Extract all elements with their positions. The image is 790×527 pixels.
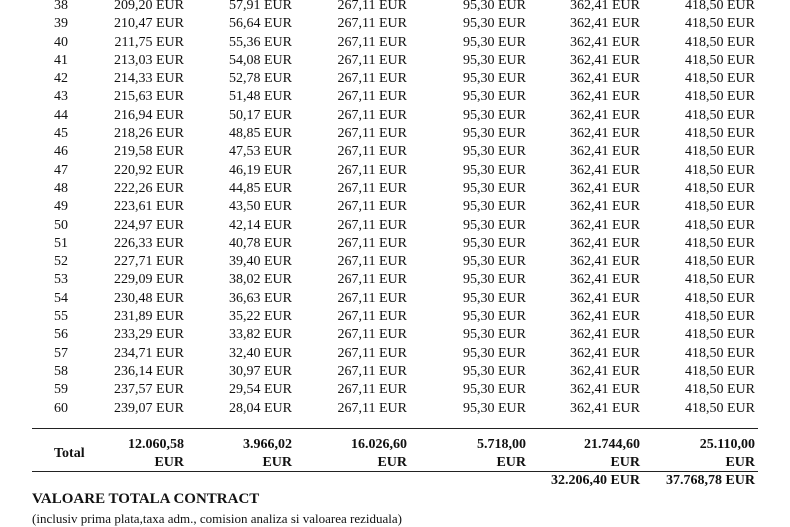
contract-total-title: VALOARE TOTALA CONTRACT — [32, 491, 260, 507]
payment-cell: 418,50 EUR — [685, 52, 755, 68]
rate-with-vat-cell: 362,41 EUR — [570, 144, 640, 160]
total-vat: 5.718,00 EUR — [477, 437, 526, 470]
interest-cell: 35,22 EUR — [229, 309, 292, 325]
rate-cell: 267,11 EUR — [337, 126, 407, 142]
rate-cell: 267,11 EUR — [337, 217, 407, 233]
total-label: Total — [54, 446, 85, 461]
principal-cell: 210,47 EUR — [114, 16, 184, 32]
interest-cell: 33,82 EUR — [229, 327, 292, 343]
vat-cell: 95,30 EUR — [463, 71, 526, 87]
vat-cell: 95,30 EUR — [463, 217, 526, 233]
interest-cell: 32,40 EUR — [229, 345, 292, 361]
table-row — [0, 70, 790, 88]
installment-number: 51 — [54, 235, 68, 251]
rate-cell: 267,11 EUR — [337, 327, 407, 343]
principal-cell: 234,71 EUR — [114, 345, 184, 361]
payment-cell: 418,50 EUR — [685, 34, 755, 50]
table-row — [0, 271, 790, 289]
rate-cell: 267,11 EUR — [337, 290, 407, 306]
installment-number: 41 — [54, 52, 68, 68]
grand-total-with-vat: 37.768,78 EUR — [665, 473, 755, 488]
rate-with-vat-cell: 362,41 EUR — [570, 290, 640, 306]
table-row — [0, 217, 790, 235]
rate-cell: 267,11 EUR — [337, 0, 407, 13]
installment-number: 50 — [54, 217, 68, 233]
rate-cell: 267,11 EUR — [337, 34, 407, 50]
installment-number: 49 — [54, 199, 68, 215]
table-row — [0, 125, 790, 143]
rate-with-vat-cell: 362,41 EUR — [570, 400, 640, 416]
payment-cell: 418,50 EUR — [685, 126, 755, 142]
interest-cell: 28,04 EUR — [229, 400, 292, 416]
interest-cell: 48,85 EUR — [229, 126, 292, 142]
rate-with-vat-cell: 362,41 EUR — [570, 52, 640, 68]
installment-number: 55 — [54, 309, 68, 325]
rate-cell: 267,11 EUR — [337, 89, 407, 105]
installment-number: 53 — [54, 272, 68, 288]
vat-cell: 95,30 EUR — [463, 382, 526, 398]
interest-cell: 30,97 EUR — [229, 363, 292, 379]
vat-cell: 95,30 EUR — [463, 400, 526, 416]
total-rate: 16.026,60 EUR — [351, 437, 407, 470]
principal-cell: 211,75 EUR — [114, 34, 184, 50]
table-row — [0, 400, 790, 418]
rate-with-vat-cell: 362,41 EUR — [570, 180, 640, 196]
table-row — [0, 290, 790, 308]
installment-number: 57 — [54, 345, 68, 361]
vat-cell: 95,30 EUR — [463, 235, 526, 251]
principal-cell: 215,63 EUR — [114, 89, 184, 105]
table-row — [0, 345, 790, 363]
rate-cell: 267,11 EUR — [337, 309, 407, 325]
rate-with-vat-cell: 362,41 EUR — [570, 126, 640, 142]
principal-cell: 218,26 EUR — [114, 126, 184, 142]
rate-with-vat-cell: 362,41 EUR — [570, 272, 640, 288]
total-principal: 12.060,58 EUR — [128, 437, 184, 470]
installment-number: 38 — [54, 0, 68, 13]
table-row — [0, 0, 790, 15]
principal-cell: 223,61 EUR — [114, 199, 184, 215]
installment-number: 52 — [54, 254, 68, 270]
rate-cell: 267,11 EUR — [337, 71, 407, 87]
rate-cell: 267,11 EUR — [337, 52, 407, 68]
principal-cell: 230,48 EUR — [114, 290, 184, 306]
vat-cell: 95,30 EUR — [463, 34, 526, 50]
principal-cell: 219,58 EUR — [114, 144, 184, 160]
total-bottom-divider — [32, 471, 758, 472]
vat-cell: 95,30 EUR — [463, 272, 526, 288]
principal-cell: 214,33 EUR — [114, 71, 184, 87]
interest-cell: 38,02 EUR — [229, 272, 292, 288]
principal-cell: 216,94 EUR — [114, 107, 184, 123]
payment-cell: 418,50 EUR — [685, 400, 755, 416]
rate-with-vat-cell: 362,41 EUR — [570, 107, 640, 123]
rate-with-vat-cell: 362,41 EUR — [570, 16, 640, 32]
vat-cell: 95,30 EUR — [463, 345, 526, 361]
rate-cell: 267,11 EUR — [337, 235, 407, 251]
table-row — [0, 52, 790, 70]
principal-cell: 222,26 EUR — [114, 180, 184, 196]
payment-cell: 418,50 EUR — [685, 162, 755, 178]
interest-cell: 46,19 EUR — [229, 162, 292, 178]
table-row — [0, 235, 790, 253]
vat-cell: 95,30 EUR — [463, 126, 526, 142]
payment-cell: 418,50 EUR — [685, 0, 755, 13]
vat-cell: 95,30 EUR — [463, 0, 526, 13]
installment-number: 47 — [54, 162, 68, 178]
table-row — [0, 253, 790, 271]
rate-cell: 267,11 EUR — [337, 363, 407, 379]
principal-cell: 226,33 EUR — [114, 235, 184, 251]
rate-with-vat-cell: 362,41 EUR — [570, 309, 640, 325]
table-row — [0, 308, 790, 326]
payment-cell: 418,50 EUR — [685, 290, 755, 306]
principal-cell: 233,29 EUR — [114, 327, 184, 343]
vat-cell: 95,30 EUR — [463, 254, 526, 270]
rate-cell: 267,11 EUR — [337, 180, 407, 196]
vat-cell: 95,30 EUR — [463, 309, 526, 325]
table-row — [0, 162, 790, 180]
installment-number: 46 — [54, 144, 68, 160]
payment-cell: 418,50 EUR — [685, 254, 755, 270]
installment-number: 48 — [54, 180, 68, 196]
vat-cell: 95,30 EUR — [463, 180, 526, 196]
table-row — [0, 143, 790, 161]
installment-number: 43 — [54, 89, 68, 105]
vat-cell: 95,30 EUR — [463, 363, 526, 379]
vat-cell: 95,30 EUR — [463, 199, 526, 215]
rate-cell: 267,11 EUR — [337, 272, 407, 288]
payment-cell: 418,50 EUR — [685, 235, 755, 251]
rate-with-vat-cell: 362,41 EUR — [570, 382, 640, 398]
payment-cell: 418,50 EUR — [685, 144, 755, 160]
rate-with-vat-cell: 362,41 EUR — [570, 0, 640, 13]
payment-cell: 418,50 EUR — [685, 363, 755, 379]
interest-cell: 52,78 EUR — [229, 71, 292, 87]
payment-cell: 418,50 EUR — [685, 16, 755, 32]
payment-cell: 418,50 EUR — [685, 272, 755, 288]
principal-cell: 209,20 EUR — [114, 0, 184, 13]
table-row — [0, 198, 790, 216]
installment-number: 59 — [54, 382, 68, 398]
rate-with-vat-cell: 362,41 EUR — [570, 235, 640, 251]
total-interest: 3.966,02 EUR — [243, 437, 292, 470]
vat-cell: 95,30 EUR — [463, 16, 526, 32]
payment-cell: 418,50 EUR — [685, 309, 755, 325]
payment-cell: 418,50 EUR — [685, 89, 755, 105]
rate-with-vat-cell: 362,41 EUR — [570, 89, 640, 105]
total-top-divider — [32, 428, 758, 429]
payment-cell: 418,50 EUR — [685, 382, 755, 398]
installment-number: 60 — [54, 400, 68, 416]
interest-cell: 42,14 EUR — [229, 217, 292, 233]
vat-cell: 95,30 EUR — [463, 144, 526, 160]
rate-cell: 267,11 EUR — [337, 382, 407, 398]
grand-total-without-vat: 32.206,40 EUR — [550, 473, 640, 488]
table-row — [0, 363, 790, 381]
interest-cell: 54,08 EUR — [229, 52, 292, 68]
rate-with-vat-cell: 362,41 EUR — [570, 254, 640, 270]
installment-number: 56 — [54, 327, 68, 343]
payment-cell: 418,50 EUR — [685, 327, 755, 343]
installment-number: 54 — [54, 290, 68, 306]
rate-with-vat-cell: 362,41 EUR — [570, 162, 640, 178]
payment-cell: 418,50 EUR — [685, 199, 755, 215]
principal-cell: 231,89 EUR — [114, 309, 184, 325]
interest-cell: 36,63 EUR — [229, 290, 292, 306]
interest-cell: 47,53 EUR — [229, 144, 292, 160]
payment-cell: 418,50 EUR — [685, 345, 755, 361]
table-row — [0, 180, 790, 198]
principal-cell: 237,57 EUR — [114, 382, 184, 398]
payment-cell: 418,50 EUR — [685, 107, 755, 123]
table-row — [0, 381, 790, 399]
principal-cell: 224,97 EUR — [114, 217, 184, 233]
rate-cell: 267,11 EUR — [337, 107, 407, 123]
interest-cell: 57,91 EUR — [229, 0, 292, 13]
payment-cell: 418,50 EUR — [685, 180, 755, 196]
rate-cell: 267,11 EUR — [337, 254, 407, 270]
table-row — [0, 34, 790, 52]
table-row — [0, 107, 790, 125]
rate-cell: 267,11 EUR — [337, 199, 407, 215]
interest-cell: 56,64 EUR — [229, 16, 292, 32]
installment-number: 39 — [54, 16, 68, 32]
interest-cell: 43,50 EUR — [229, 199, 292, 215]
rate-cell: 267,11 EUR — [337, 400, 407, 416]
rate-with-vat-cell: 362,41 EUR — [570, 217, 640, 233]
installment-number: 40 — [54, 34, 68, 50]
principal-cell: 229,09 EUR — [114, 272, 184, 288]
principal-cell: 227,71 EUR — [114, 254, 184, 270]
vat-cell: 95,30 EUR — [463, 162, 526, 178]
total-payment: 25.110,00 EUR — [699, 437, 755, 470]
interest-cell: 51,48 EUR — [229, 89, 292, 105]
installment-number: 42 — [54, 71, 68, 87]
table-row — [0, 88, 790, 106]
vat-cell: 95,30 EUR — [463, 327, 526, 343]
rate-cell: 267,11 EUR — [337, 345, 407, 361]
rate-with-vat-cell: 362,41 EUR — [570, 34, 640, 50]
rate-with-vat-cell: 362,41 EUR — [570, 199, 640, 215]
principal-cell: 236,14 EUR — [114, 363, 184, 379]
vat-cell: 95,30 EUR — [463, 89, 526, 105]
interest-cell: 55,36 EUR — [229, 34, 292, 50]
interest-cell: 50,17 EUR — [229, 107, 292, 123]
rate-with-vat-cell: 362,41 EUR — [570, 327, 640, 343]
principal-cell: 220,92 EUR — [114, 162, 184, 178]
rate-cell: 267,11 EUR — [337, 144, 407, 160]
rate-with-vat-cell: 362,41 EUR — [570, 71, 640, 87]
principal-cell: 239,07 EUR — [114, 400, 184, 416]
principal-cell: 213,03 EUR — [114, 52, 184, 68]
contract-total-note: (inclusiv prima plata,taxa adm., comision analiza si valoarea reziduala) — [32, 511, 402, 526]
installment-number: 44 — [54, 107, 68, 123]
vat-cell: 95,30 EUR — [463, 290, 526, 306]
table-row — [0, 326, 790, 344]
vat-cell: 95,30 EUR — [463, 52, 526, 68]
installment-number: 58 — [54, 363, 68, 379]
total-rate-with-vat: 21.744,60 EUR — [584, 437, 640, 470]
rate-with-vat-cell: 362,41 EUR — [570, 345, 640, 361]
rate-cell: 267,11 EUR — [337, 16, 407, 32]
interest-cell: 39,40 EUR — [229, 254, 292, 270]
installment-number: 45 — [54, 126, 68, 142]
payment-cell: 418,50 EUR — [685, 217, 755, 233]
rate-cell: 267,11 EUR — [337, 162, 407, 178]
payment-cell: 418,50 EUR — [685, 71, 755, 87]
interest-cell: 29,54 EUR — [229, 382, 292, 398]
table-row — [0, 15, 790, 33]
rate-with-vat-cell: 362,41 EUR — [570, 363, 640, 379]
vat-cell: 95,30 EUR — [463, 107, 526, 123]
interest-cell: 44,85 EUR — [229, 180, 292, 196]
interest-cell: 40,78 EUR — [229, 235, 292, 251]
